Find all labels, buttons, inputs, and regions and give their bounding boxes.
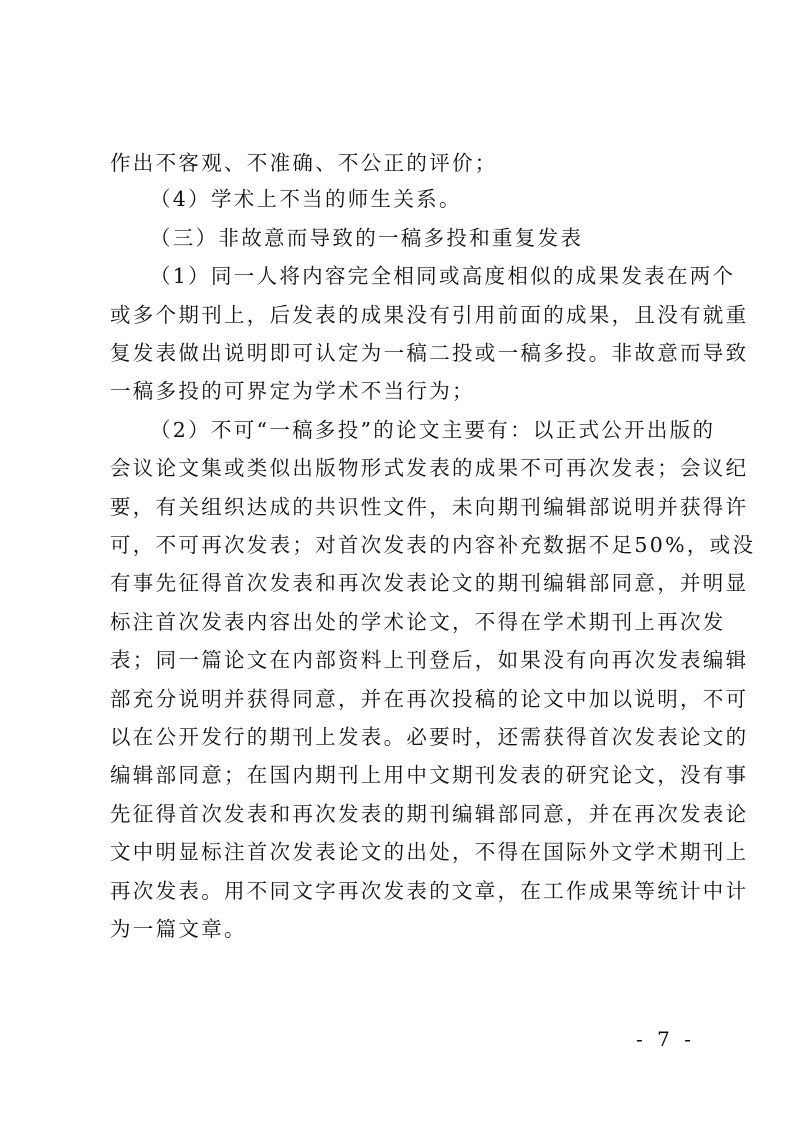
paragraph-first-line: （2）不可“一稿多投”的论文主要有：以正式公开出版的 — [150, 418, 716, 442]
body-text-line: 先征得首次发表和再次发表的期刊编辑部同意，并在再次发表论 — [110, 802, 749, 826]
body-text-line: 标注首次发表内容出处的学术论文，不得在学术期刊上再次发 — [110, 610, 726, 634]
body-text-line: 作出不客观、不准确、不公正的评价； — [110, 151, 498, 175]
body-text-line: 表；同一篇论文在内部资料上刊登后，如果没有向再次发表编辑 — [110, 648, 749, 672]
body-text-line: 复发表做出说明即可认定为一稿二投或一稿多投。非故意而导致 — [110, 341, 749, 365]
body-text-line: 部充分说明并获得同意，并在再次投稿的论文中加以说明，不可 — [110, 687, 749, 711]
body-text-line: 以在公开发行的期刊上发表。必要时，还需获得首次发表论文的 — [110, 725, 749, 749]
body-text-line: 会议论文集或类似出版物形式发表的成果不可再次发表；会议纪 — [110, 456, 749, 480]
body-text-line: 文中明显标注首次发表论文的出处，不得在国际外文学术期刊上 — [110, 840, 749, 864]
body-text-line: 或多个期刊上，后发表的成果没有引用前面的成果，且没有就重 — [110, 303, 749, 327]
page-number: - 7 - — [636, 1027, 695, 1051]
body-text-line: 为一篇文章。 — [110, 917, 247, 941]
body-text-line: 要，有关组织达成的共识性文件，未向期刊编辑部说明并获得许 — [110, 495, 749, 519]
paragraph-first-line: （1）同一人将内容完全相同或高度相似的成果发表在两个 — [150, 264, 736, 288]
body-text-line: 再次发表。用不同文字再次发表的文章，在工作成果等统计中计 — [110, 879, 749, 903]
body-text-line: 有事先征得首次发表和再次发表论文的期刊编辑部同意，并明显 — [110, 571, 749, 595]
body-text-line: 一稿多投的可界定为学术不当行为； — [110, 379, 475, 403]
list-item-line: （4）学术上不当的师生关系。 — [150, 187, 462, 211]
section-heading: （三）非故意而导致的一稿多投和重复发表 — [150, 226, 584, 250]
body-text-line: 编辑部同意；在国内期刊上用中文期刊发表的研究论文，没有事 — [110, 763, 749, 787]
body-text-line: 可，不可再次发表；对首次发表的内容补充数据不足50%，或没 — [110, 533, 756, 557]
